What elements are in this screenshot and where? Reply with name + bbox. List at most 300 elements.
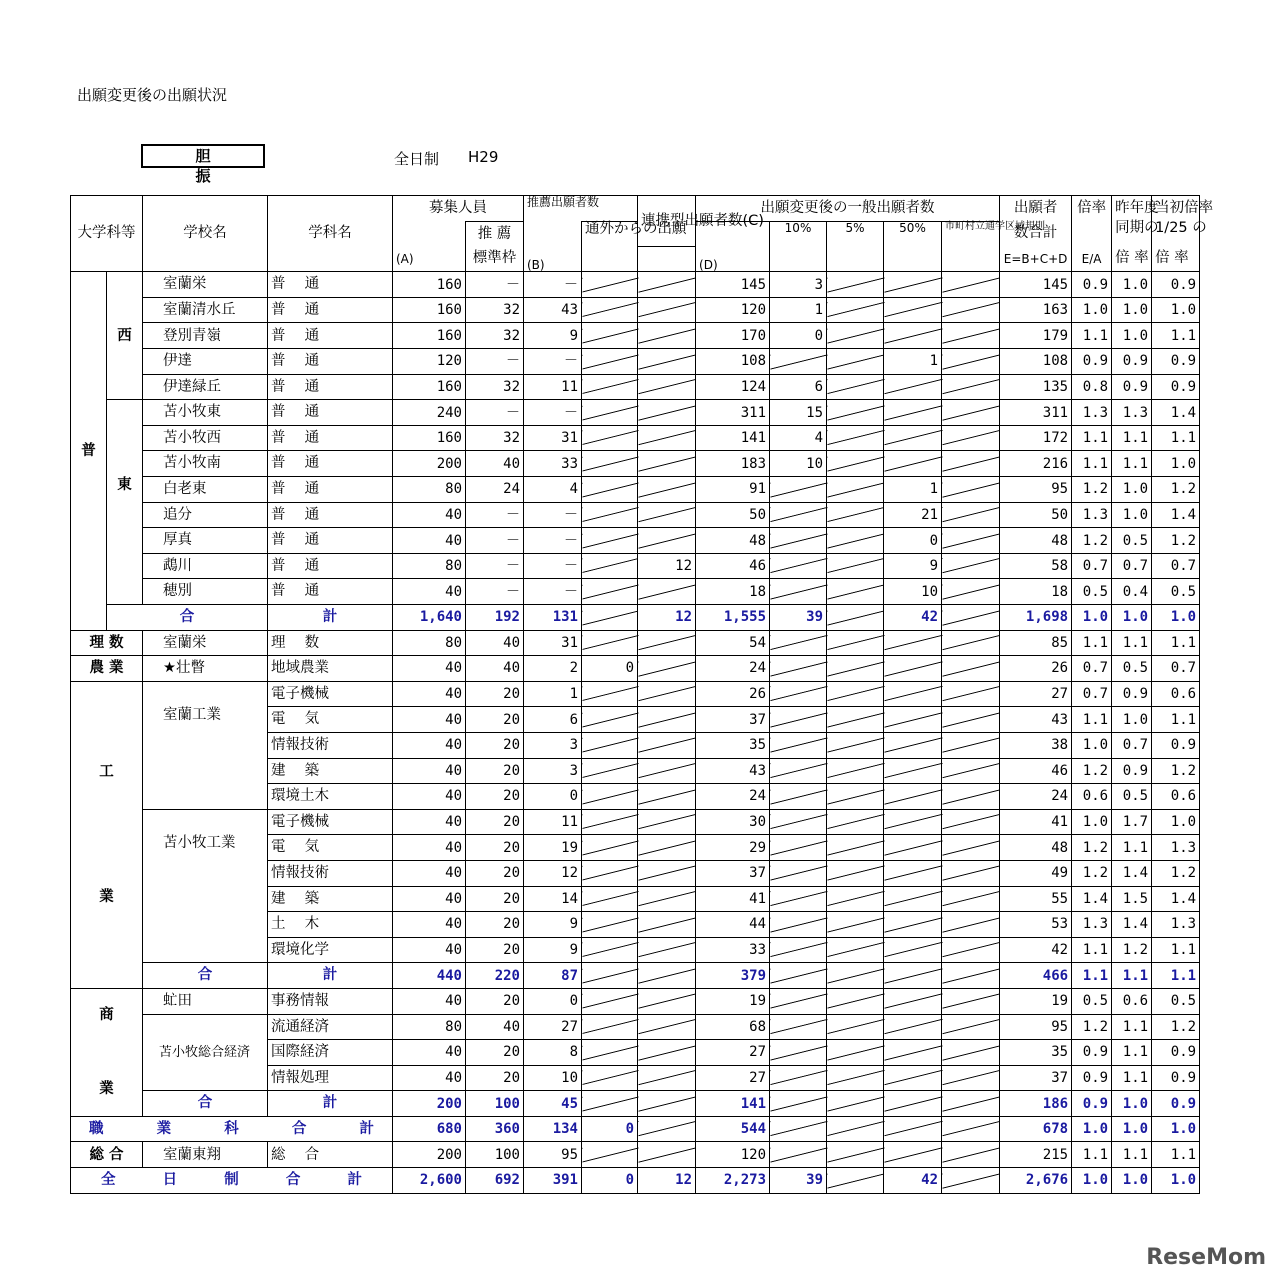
r4-e: 108 <box>1000 349 1072 375</box>
r11-init: 1.2 <box>1152 528 1200 554</box>
table-row <box>71 809 1200 835</box>
r9-city <box>942 477 1000 503</box>
dept-name: 建 築 <box>268 758 393 784</box>
r6-d: 311 <box>696 400 770 426</box>
r5-c <box>638 374 696 400</box>
r22-city <box>942 835 1000 861</box>
r5-p10: 6 <box>770 374 827 400</box>
r27-p5 <box>827 988 884 1014</box>
r17-p50 <box>884 707 942 733</box>
r25-d: 44 <box>696 912 770 938</box>
s2-a: 440 <box>393 963 466 989</box>
r2-init: 1.0 <box>1152 297 1200 323</box>
table-row <box>71 579 1200 605</box>
r25-init: 1.3 <box>1152 912 1200 938</box>
r7-e: 172 <box>1000 425 1072 451</box>
r20-b: 0 <box>524 784 582 810</box>
r2-a: 160 <box>393 297 466 323</box>
r18-e: 38 <box>1000 732 1072 758</box>
col-capacity: 募集人員 <box>393 196 524 222</box>
school-name: 苫小牧東 <box>143 400 268 426</box>
r21-rec: 20 <box>466 809 524 835</box>
r29-c <box>638 1040 696 1066</box>
r28-e: 95 <box>1000 1014 1072 1040</box>
r1-rec: － <box>466 272 524 298</box>
dept-name: 流通経済 <box>268 1014 393 1040</box>
r30-rec: 20 <box>466 1065 524 1091</box>
r25-rec: 20 <box>466 912 524 938</box>
r9-b: 4 <box>524 477 582 503</box>
r27-rec: 20 <box>466 988 524 1014</box>
r29-b: 8 <box>524 1040 582 1066</box>
r16-city <box>942 681 1000 707</box>
r5-e: 135 <box>1000 374 1072 400</box>
r5-p50 <box>884 374 942 400</box>
r18-c <box>638 732 696 758</box>
r2-p5 <box>827 297 884 323</box>
r29-p5 <box>827 1040 884 1066</box>
r22-p50 <box>884 835 942 861</box>
category-kogyo <box>71 681 143 988</box>
s5-init: 1.0 <box>1152 1168 1200 1194</box>
r11-d: 48 <box>696 528 770 554</box>
r8-prev: 1.1 <box>1112 451 1152 477</box>
r12-b: － <box>524 553 582 579</box>
s2-p5 <box>827 963 884 989</box>
table-row <box>71 656 1200 682</box>
r26-p5 <box>827 937 884 963</box>
r31-b: 95 <box>524 1142 582 1168</box>
r11-c <box>638 528 696 554</box>
r12-p50: 9 <box>884 553 942 579</box>
r7-city <box>942 425 1000 451</box>
r6-c <box>638 400 696 426</box>
r3-init: 1.1 <box>1152 323 1200 349</box>
r8-a: 200 <box>393 451 466 477</box>
r16-b: 1 <box>524 681 582 707</box>
s1-city <box>942 605 1000 631</box>
s1-e: 1,698 <box>1000 605 1072 631</box>
r2-p10: 1 <box>770 297 827 323</box>
dept-name: 情報技術 <box>268 860 393 886</box>
r4-city <box>942 349 1000 375</box>
r28-p5 <box>827 1014 884 1040</box>
r29-rec: 20 <box>466 1040 524 1066</box>
zen-char: 計 <box>347 1172 362 1189</box>
r6-b: － <box>524 400 582 426</box>
r4-p5 <box>827 349 884 375</box>
r10-ratio: 1.3 <box>1072 502 1112 528</box>
r21-city <box>942 809 1000 835</box>
s1-c: 12 <box>638 605 696 631</box>
r26-p10 <box>770 937 827 963</box>
header-row-1 <box>71 196 1200 222</box>
r8-p50 <box>884 451 942 477</box>
col-b: (B) <box>524 221 582 272</box>
r10-out <box>582 502 638 528</box>
r14-a: 80 <box>393 630 466 656</box>
r5-init: 0.9 <box>1152 374 1200 400</box>
r17-p10 <box>770 707 827 733</box>
r12-c: 12 <box>638 553 696 579</box>
shokugyo-char: 科 <box>224 1120 239 1137</box>
r14-p5 <box>827 630 884 656</box>
r19-c <box>638 758 696 784</box>
r17-rec: 20 <box>466 707 524 733</box>
r21-prev: 1.7 <box>1112 809 1152 835</box>
school-name: 室蘭清水丘 <box>143 297 268 323</box>
s5-e: 2,676 <box>1000 1168 1072 1194</box>
r4-b: － <box>524 349 582 375</box>
r23-a: 40 <box>393 860 466 886</box>
r28-prev: 1.1 <box>1112 1014 1152 1040</box>
r24-p5 <box>827 886 884 912</box>
dept-name: 普 通 <box>268 272 393 298</box>
col-init-3: 倍 率 <box>1152 246 1200 272</box>
r29-ratio: 0.9 <box>1072 1040 1112 1066</box>
r14-p50 <box>884 630 942 656</box>
subtotal-row <box>71 963 1200 989</box>
r24-c <box>638 886 696 912</box>
r2-b: 43 <box>524 297 582 323</box>
r9-out <box>582 477 638 503</box>
r14-p10 <box>770 630 827 656</box>
shokugyo-total-label <box>71 1116 393 1142</box>
r27-e: 19 <box>1000 988 1072 1014</box>
s5-ratio: 1.0 <box>1072 1168 1112 1194</box>
r21-e: 41 <box>1000 809 1072 835</box>
r16-rec: 20 <box>466 681 524 707</box>
r10-b: － <box>524 502 582 528</box>
r8-d: 183 <box>696 451 770 477</box>
dept-name: 普 通 <box>268 374 393 400</box>
r3-b: 9 <box>524 323 582 349</box>
dept-name: 電 気 <box>268 835 393 861</box>
r18-p50 <box>884 732 942 758</box>
r16-d: 26 <box>696 681 770 707</box>
r13-p10 <box>770 579 827 605</box>
r29-a: 40 <box>393 1040 466 1066</box>
r6-p50 <box>884 400 942 426</box>
r28-ratio: 1.2 <box>1072 1014 1112 1040</box>
r28-rec: 40 <box>466 1014 524 1040</box>
r15-d: 24 <box>696 656 770 682</box>
r26-init: 1.1 <box>1152 937 1200 963</box>
s3-e: 186 <box>1000 1091 1072 1117</box>
r7-p5 <box>827 425 884 451</box>
r7-init: 1.1 <box>1152 425 1200 451</box>
s3-b: 45 <box>524 1091 582 1117</box>
r11-p50: 0 <box>884 528 942 554</box>
r27-c <box>638 988 696 1014</box>
r22-out <box>582 835 638 861</box>
s1-a: 1,640 <box>393 605 466 631</box>
dept-name: 普 通 <box>268 451 393 477</box>
r6-prev: 1.3 <box>1112 400 1152 426</box>
r20-city <box>942 784 1000 810</box>
application-table <box>70 195 1214 1194</box>
r18-d: 35 <box>696 732 770 758</box>
r9-p50: 1 <box>884 477 942 503</box>
school-system: 全日制 <box>394 150 440 168</box>
r8-init: 1.0 <box>1152 451 1200 477</box>
r31-ratio: 1.1 <box>1072 1142 1112 1168</box>
shokugyo-char: 合 <box>291 1120 307 1137</box>
r15-c <box>638 656 696 682</box>
r9-prev: 1.0 <box>1112 477 1152 503</box>
r5-p5 <box>827 374 884 400</box>
r11-prev: 0.5 <box>1112 528 1152 554</box>
r25-p50 <box>884 912 942 938</box>
r12-p10 <box>770 553 827 579</box>
s5-b: 391 <box>524 1168 582 1194</box>
r23-b: 12 <box>524 860 582 886</box>
kogyo-2: 業 <box>99 888 114 905</box>
s4-a: 680 <box>393 1116 466 1142</box>
dept-name: 普 通 <box>268 528 393 554</box>
r27-prev: 0.6 <box>1112 988 1152 1014</box>
r13-prev: 0.4 <box>1112 579 1152 605</box>
table-row <box>71 1142 1200 1168</box>
r1-out <box>582 272 638 298</box>
school-name: 室蘭東翔 <box>143 1142 268 1168</box>
r17-init: 1.1 <box>1152 707 1200 733</box>
category-futsu: 普 <box>71 272 107 630</box>
r6-init: 1.4 <box>1152 400 1200 426</box>
col-init-2: 1/25 の <box>1152 221 1200 246</box>
r3-p5 <box>827 323 884 349</box>
resemom-logo: ReseMom <box>1146 1245 1266 1270</box>
r11-p5 <box>827 528 884 554</box>
s3-prev: 1.0 <box>1112 1091 1152 1117</box>
r11-out <box>582 528 638 554</box>
r1-e: 145 <box>1000 272 1072 298</box>
r22-a: 40 <box>393 835 466 861</box>
r23-e: 49 <box>1000 860 1072 886</box>
dept-name: 普 通 <box>268 477 393 503</box>
r27-p50 <box>884 988 942 1014</box>
r17-out <box>582 707 638 733</box>
r22-prev: 1.1 <box>1112 835 1152 861</box>
r14-ratio: 1.1 <box>1072 630 1112 656</box>
s2-d: 379 <box>696 963 770 989</box>
r22-init: 1.3 <box>1152 835 1200 861</box>
r11-a: 40 <box>393 528 466 554</box>
r15-init: 0.7 <box>1152 656 1200 682</box>
r8-out <box>582 451 638 477</box>
r4-c <box>638 349 696 375</box>
s1-prev: 1.0 <box>1112 605 1152 631</box>
r9-p10 <box>770 477 827 503</box>
r8-city <box>942 451 1000 477</box>
r9-ratio: 1.2 <box>1072 477 1112 503</box>
r14-b: 31 <box>524 630 582 656</box>
r19-a: 40 <box>393 758 466 784</box>
shokugyo-char: 計 <box>359 1120 374 1137</box>
r1-c <box>638 272 696 298</box>
col-10: 10% <box>770 221 827 272</box>
r30-e: 37 <box>1000 1065 1072 1091</box>
r29-p10 <box>770 1040 827 1066</box>
r14-out <box>582 630 638 656</box>
table-row <box>71 425 1200 451</box>
s5-a: 2,600 <box>393 1168 466 1194</box>
r16-p10 <box>770 681 827 707</box>
r13-d: 18 <box>696 579 770 605</box>
r10-prev: 1.0 <box>1112 502 1152 528</box>
dept-name: 環境化学 <box>268 937 393 963</box>
school-name: 穂別 <box>143 579 268 605</box>
r13-e: 18 <box>1000 579 1072 605</box>
dept-name: 理 数 <box>268 630 393 656</box>
s3-ratio: 0.9 <box>1072 1091 1112 1117</box>
r11-b: － <box>524 528 582 554</box>
r16-prev: 0.9 <box>1112 681 1152 707</box>
r24-e: 55 <box>1000 886 1072 912</box>
r28-d: 68 <box>696 1014 770 1040</box>
col-d: (D) <box>696 221 770 272</box>
s4-p5 <box>827 1116 884 1142</box>
r30-ratio: 0.9 <box>1072 1065 1112 1091</box>
r30-c <box>638 1065 696 1091</box>
dept-name: 電 気 <box>268 707 393 733</box>
r9-c <box>638 477 696 503</box>
r5-rec: 32 <box>466 374 524 400</box>
r6-rec: － <box>466 400 524 426</box>
r3-e: 179 <box>1000 323 1072 349</box>
s1-d: 1,555 <box>696 605 770 631</box>
r24-ratio: 1.4 <box>1072 886 1112 912</box>
s4-e: 678 <box>1000 1116 1072 1142</box>
r15-b: 2 <box>524 656 582 682</box>
s5-p5 <box>827 1168 884 1194</box>
r23-rec: 20 <box>466 860 524 886</box>
r27-city <box>942 988 1000 1014</box>
s4-p50 <box>884 1116 942 1142</box>
r31-p10 <box>770 1142 827 1168</box>
shogyo-2: 業 <box>99 1081 114 1098</box>
dept-name: 土 木 <box>268 912 393 938</box>
r4-prev: 0.9 <box>1112 349 1152 375</box>
s3-p10 <box>770 1091 827 1117</box>
r3-prev: 1.0 <box>1112 323 1152 349</box>
zen-char: 全 <box>101 1172 116 1189</box>
r25-c <box>638 912 696 938</box>
table-row <box>71 400 1200 426</box>
r13-init: 0.5 <box>1152 579 1200 605</box>
col-init: 当初倍率 <box>1152 196 1200 222</box>
r28-b: 27 <box>524 1014 582 1040</box>
s3-d: 141 <box>696 1091 770 1117</box>
r31-city <box>942 1142 1000 1168</box>
r12-a: 80 <box>393 553 466 579</box>
r31-d: 120 <box>696 1142 770 1168</box>
r27-out <box>582 988 638 1014</box>
r26-b: 9 <box>524 937 582 963</box>
r22-ratio: 1.2 <box>1072 835 1112 861</box>
s2-p10 <box>770 963 827 989</box>
col-total-3: E=B+C+D <box>1000 246 1072 272</box>
r11-city <box>942 528 1000 554</box>
r7-prev: 1.1 <box>1112 425 1152 451</box>
r12-out <box>582 553 638 579</box>
r25-a: 40 <box>393 912 466 938</box>
col-category: 大学科等 <box>71 196 143 272</box>
r9-e: 95 <box>1000 477 1072 503</box>
r27-b: 0 <box>524 988 582 1014</box>
s1-p10: 39 <box>770 605 827 631</box>
col-rec-apps: 推薦出願者数 <box>524 196 638 222</box>
dept-name: 環境土木 <box>268 784 393 810</box>
r19-ratio: 1.2 <box>1072 758 1112 784</box>
col-5: 5% <box>827 221 884 272</box>
r24-p10 <box>770 886 827 912</box>
dept-name: 普 通 <box>268 579 393 605</box>
s2-prev: 1.1 <box>1112 963 1152 989</box>
dept-name: 地域農業 <box>268 656 393 682</box>
school-name: 追分 <box>143 502 268 528</box>
r31-e: 215 <box>1000 1142 1072 1168</box>
r1-ratio: 0.9 <box>1072 272 1112 298</box>
r29-prev: 1.1 <box>1112 1040 1152 1066</box>
school-name: 苫小牧南 <box>143 451 268 477</box>
col-dept: 学科名 <box>268 196 393 272</box>
r2-prev: 1.0 <box>1112 297 1152 323</box>
r18-init: 0.9 <box>1152 732 1200 758</box>
col-general: 出願変更後の一般出願者数 <box>696 196 1000 222</box>
school-name: 伊達 <box>143 349 268 375</box>
r16-out <box>582 681 638 707</box>
r20-e: 24 <box>1000 784 1072 810</box>
r2-rec: 32 <box>466 297 524 323</box>
r21-p5 <box>827 809 884 835</box>
school-name: 苫小牧西 <box>143 425 268 451</box>
dept-name: 事務情報 <box>268 988 393 1014</box>
sub-higashi: 東 <box>107 400 143 605</box>
r4-rec: － <box>466 349 524 375</box>
r30-d: 27 <box>696 1065 770 1091</box>
r28-city <box>942 1014 1000 1040</box>
r11-rec: － <box>466 528 524 554</box>
r30-city <box>942 1065 1000 1091</box>
r8-e: 216 <box>1000 451 1072 477</box>
r13-a: 40 <box>393 579 466 605</box>
total-row <box>71 1116 1200 1142</box>
r15-p10 <box>770 656 827 682</box>
r9-d: 91 <box>696 477 770 503</box>
r9-rec: 24 <box>466 477 524 503</box>
r21-p10 <box>770 809 827 835</box>
r30-prev: 1.1 <box>1112 1065 1152 1091</box>
r4-a: 120 <box>393 349 466 375</box>
r10-p50: 21 <box>884 502 942 528</box>
r23-p5 <box>827 860 884 886</box>
r1-a: 160 <box>393 272 466 298</box>
r7-ratio: 1.1 <box>1072 425 1112 451</box>
col-rec-label-2: 標準枠 <box>466 246 524 272</box>
r3-p50 <box>884 323 942 349</box>
r14-rec: 40 <box>466 630 524 656</box>
category-rika: 理 数 <box>71 630 143 656</box>
table-row <box>71 630 1200 656</box>
r21-p50 <box>884 809 942 835</box>
r2-d: 120 <box>696 297 770 323</box>
r1-p5 <box>827 272 884 298</box>
r5-ratio: 0.8 <box>1072 374 1112 400</box>
col-prev-3: 倍 率 <box>1112 246 1152 272</box>
col-rec-label: 推 薦 <box>466 221 524 246</box>
s3-init: 0.9 <box>1152 1091 1200 1117</box>
